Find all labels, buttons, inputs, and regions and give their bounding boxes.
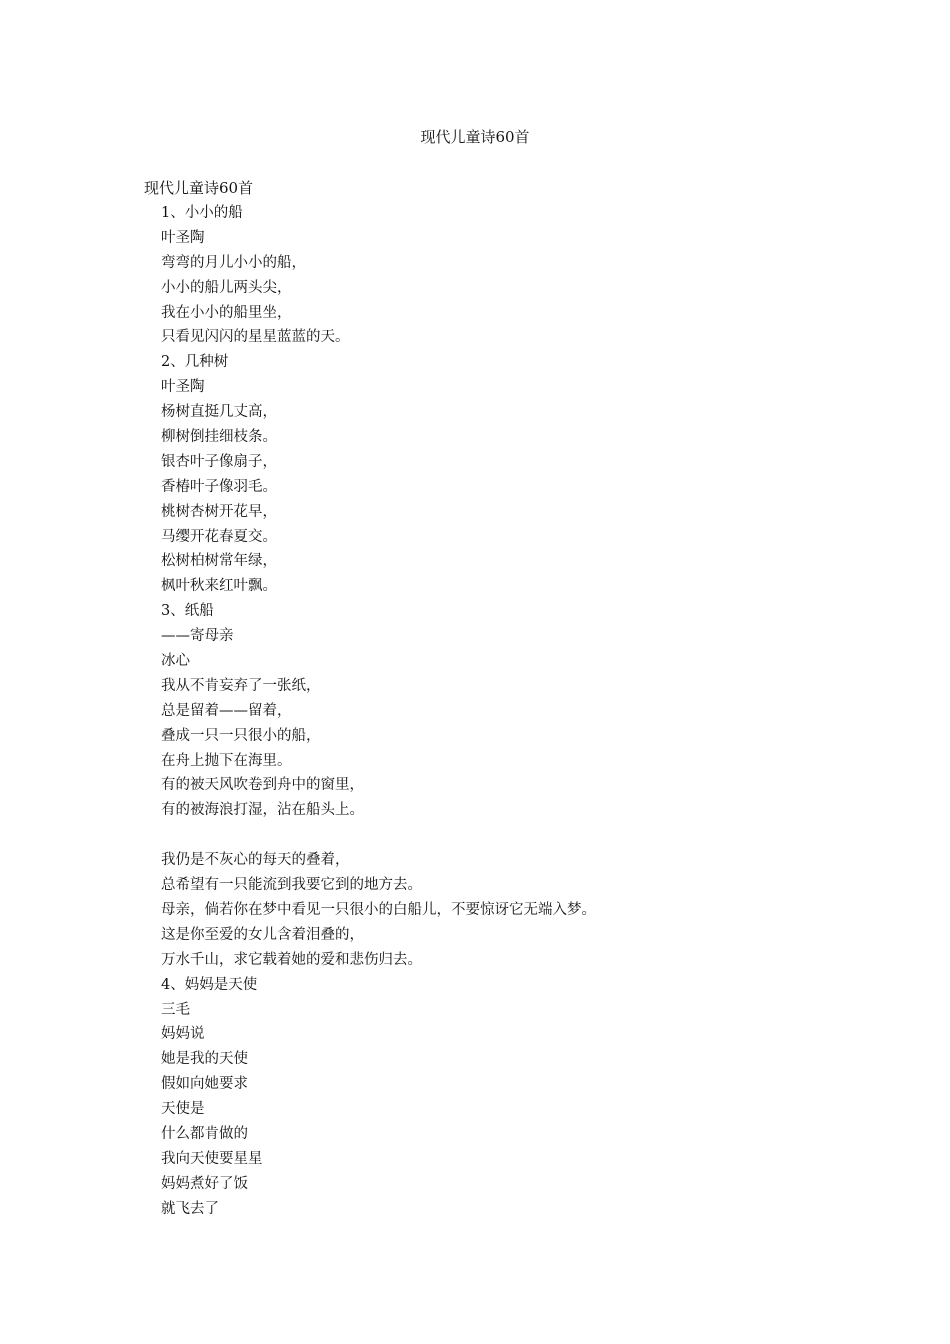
text-line: 银杏叶子像扇子， xyxy=(161,453,277,470)
text-line: 香椿叶子像羽毛。 xyxy=(161,478,277,495)
text-line: 天使是 xyxy=(161,1101,205,1118)
text-line: 叶圣陶 xyxy=(161,379,205,396)
text-line: 万水千山，求它载着她的爱和悲伤归去。 xyxy=(161,951,422,968)
text-line: 总希望有一只能流到我要它到的地方去。 xyxy=(161,877,422,894)
text-line: 三毛 xyxy=(161,1001,190,1018)
text-line: 她是我的天使 xyxy=(161,1051,248,1068)
text-line: 这是你至爱的女儿含着泪叠的， xyxy=(161,926,364,943)
text-line: 我从不肯妄弃了一张纸， xyxy=(161,677,321,694)
text-line: 4、妈妈是天使 xyxy=(161,976,258,993)
text-line: 只看见闪闪的星星蓝蓝的天。 xyxy=(161,329,350,346)
document-heading: 现代儿童诗60首 xyxy=(144,179,254,197)
text-line: 就飞去了 xyxy=(161,1200,219,1217)
text-line: 我仍是不灰心的每天的叠着， xyxy=(161,852,350,869)
text-line: 我在小小的船里坐， xyxy=(161,304,292,321)
text-line: 枫叶秋来红叶飘。 xyxy=(161,578,277,595)
text-line: 杨树直挺几丈高， xyxy=(161,404,277,421)
text-line: 马缨开花春夏交。 xyxy=(161,528,277,545)
text-line: 有的被海浪打湿，沾在船头上。 xyxy=(161,802,364,819)
text-line: 柳树倒挂细枝条。 xyxy=(161,429,277,446)
text-line: 总是留着——留着， xyxy=(161,702,292,719)
text-line: 有的被天风吹卷到舟中的窗里， xyxy=(161,777,364,794)
text-line: 桃树杏树开花早， xyxy=(161,503,277,520)
text-line: 妈妈说 xyxy=(161,1026,205,1043)
text-line: 小小的船儿两头尖， xyxy=(161,279,292,296)
text-line: 1、小小的船 xyxy=(161,205,243,221)
text-line: 什么都肯做的 xyxy=(161,1125,248,1142)
text-line: 妈妈煮好了饭 xyxy=(161,1175,248,1192)
text-line: 3、纸船 xyxy=(161,603,214,620)
text-line: 冰心 xyxy=(161,653,190,670)
text-line: 叶圣陶 xyxy=(161,229,205,246)
text-line: 母亲，倘若你在梦中看见一只很小的白船儿，不要惊讶它无端入梦。 xyxy=(161,901,596,918)
text-line: 2、几种树 xyxy=(161,354,229,371)
text-line: 假如向她要求 xyxy=(161,1076,248,1093)
page-title: 现代儿童诗60首 xyxy=(420,128,530,146)
text-line: ——寄母亲 xyxy=(161,628,234,645)
text-line: 弯弯的月儿小小的船， xyxy=(161,254,306,271)
text-line: 在舟上抛下在海里。 xyxy=(161,752,292,769)
blank-line xyxy=(161,823,921,848)
text-line: 松树柏树常年绿， xyxy=(161,553,277,570)
poem-text-body xyxy=(161,201,921,1222)
text-line: 叠成一只一只很小的船， xyxy=(161,727,321,744)
text-line: 我向天使要星星 xyxy=(161,1150,263,1167)
